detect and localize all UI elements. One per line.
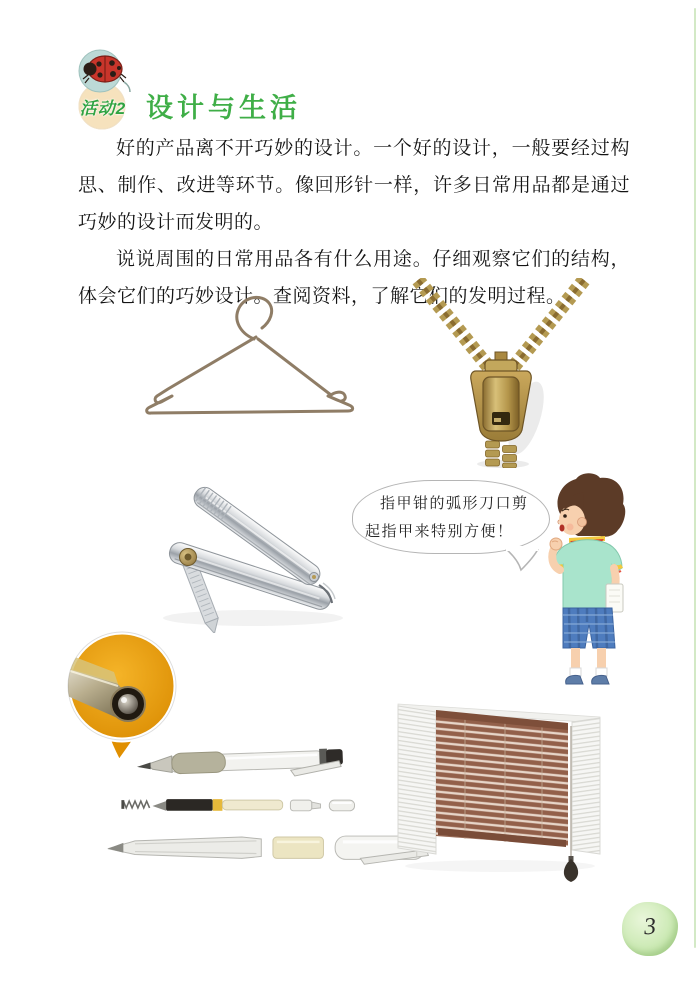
activity-badge-label: 活动2 <box>79 99 127 118</box>
page-number-pebble <box>622 902 678 956</box>
speech-bubble <box>352 480 550 558</box>
zipper-illustration <box>406 278 596 468</box>
nail-clipper-illustration <box>133 473 363 633</box>
page-edge-accent <box>694 8 696 948</box>
boy-character <box>536 472 642 688</box>
paragraph-1: 好的产品离不开巧妙的设计。一个好的设计，一般要经过构思、制作、改进等环节。像回形针一样，许多日常用品都是通过巧妙的设计而发明的。 <box>78 138 630 233</box>
speech-bubble-text: 指甲钳的弧形刀口剪起指甲来特别方便！ <box>365 496 529 540</box>
wire-hanger-illustration <box>123 282 375 432</box>
paragraph-2: 说说周围的日常用品各有什么用途。仔细观察它们的结构，体会它们的巧妙设计。查阅资料，了解它们的发明过程。 <box>78 249 630 307</box>
venetian-blinds-illustration <box>390 696 642 904</box>
page-number: 3 <box>643 913 657 941</box>
page-title: 设计与生活 <box>146 93 301 123</box>
